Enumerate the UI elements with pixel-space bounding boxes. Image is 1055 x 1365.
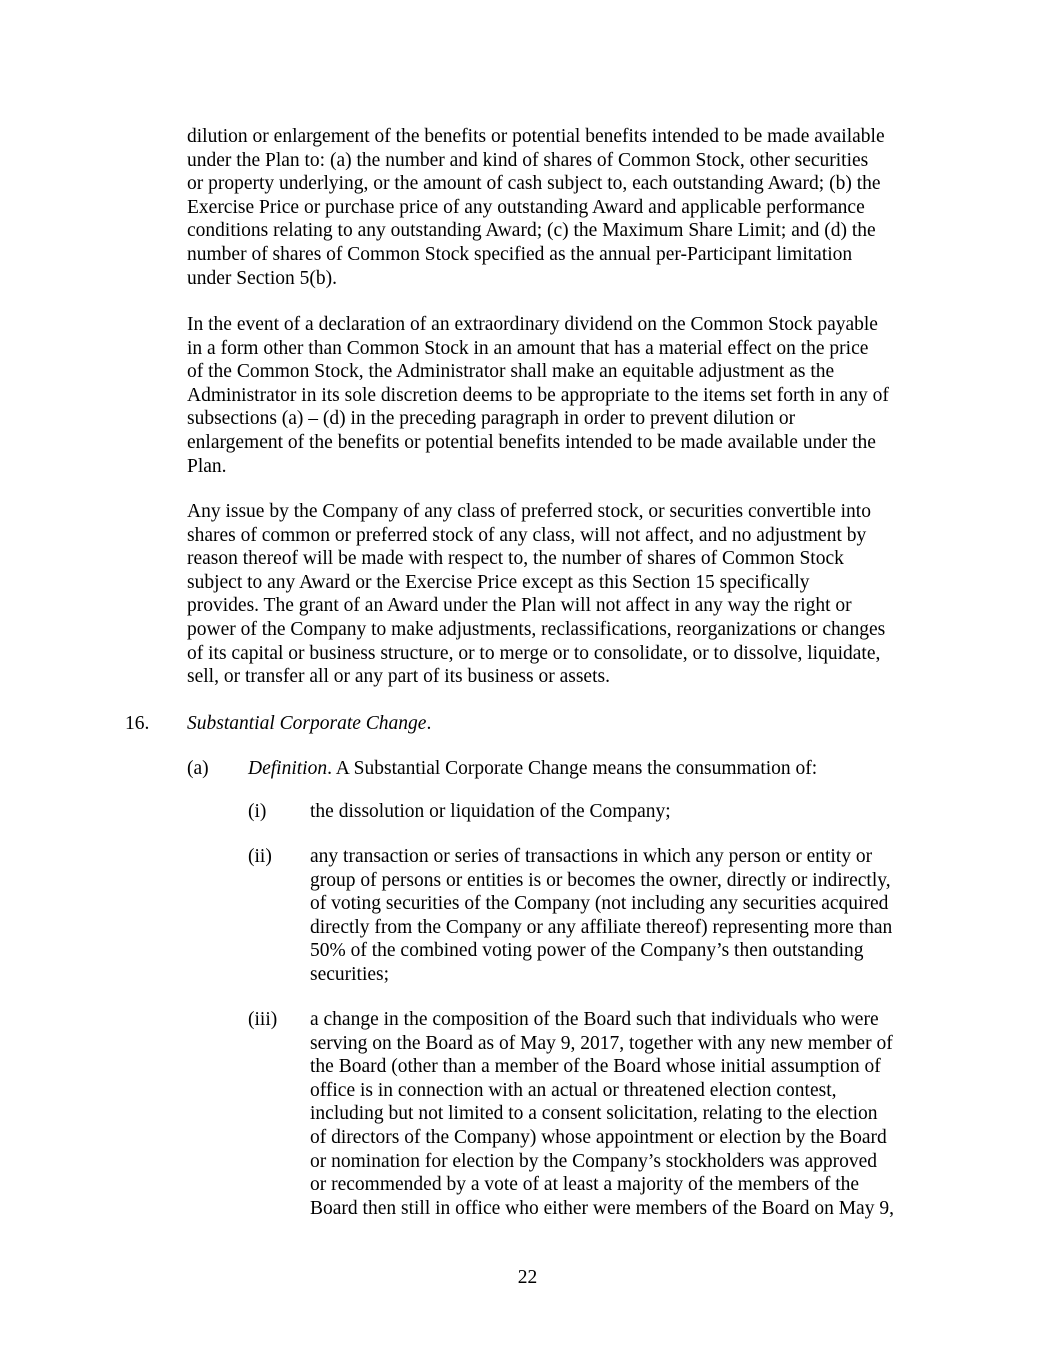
subsection-definition [248, 757, 817, 781]
text-line: 50% of the combined voting power of the Company’s then outstanding [310, 940, 864, 962]
text-line: directly from the Company or any affiliate thereof) representing more than [310, 916, 893, 938]
list-item-dissolution [310, 800, 671, 824]
section-number: 16. [125, 713, 150, 734]
text-line: In the event of a declaration of an extraordinary dividend on the Common Stock payable [187, 314, 878, 335]
text-line: shares of common or preferred stock of any class, will not affect, and no adjustment by [187, 524, 867, 546]
item-label: (i) [248, 801, 267, 822]
subsection-label: (a) [187, 758, 209, 779]
item-label: (ii) [248, 846, 272, 867]
text-line: the dissolution or liquidation of the Company; [310, 801, 671, 822]
text-line: serving on the Board as of May 9, 2017, together with any new member of [310, 1032, 893, 1054]
text-line: group of persons or entities is or becomes the owner, directly or indirectly, [310, 869, 891, 891]
section-title: Substantial Corporate Change [187, 713, 427, 734]
text-line: Board then still in office who either were members of the Board on May 9, [310, 1197, 894, 1219]
text-line: enlargement of the benefits or potential benefits intended to be made available under the [187, 431, 876, 453]
text-line: or property underlying, or the amount of cash subject to, each outstanding Award; (b) the [187, 173, 881, 195]
definition-term: Definition [248, 758, 328, 779]
text-line: Administrator in its sole discretion deems to be appropriate to the items set forth in any of [187, 384, 889, 406]
text-line: the Board (other than a member of the Board whose initial assumption of [310, 1056, 881, 1078]
text-line: Plan. [187, 455, 227, 477]
text-line: under Section 5(b). [187, 267, 338, 289]
text-line: a change in the composition of the Board such that individuals who were [310, 1009, 879, 1030]
text-line: of its capital or business structure, or to merge or to consolidate, or to dissolve, liquidate, [187, 642, 881, 664]
text-line: under the Plan to: (a) the number and kind of shares of Common Stock, other securities [187, 149, 869, 171]
text-line: number of shares of Common Stock specified as the annual per-Participant limitation [187, 243, 853, 265]
text-line: Any issue by the Company of any class of preferred stock, or securities convertible into [187, 501, 871, 522]
text-line: dilution or enlargement of the benefits or potential benefits intended to be made available [187, 126, 885, 147]
paragraph-preferred-stock [187, 500, 885, 689]
text-line: including but not limited to a consent solicitation, relating to the election [310, 1103, 878, 1125]
text-line: office is in connection with an actual or threatened election contest, [310, 1079, 837, 1101]
text-line: in a form other than Common Stock in an amount that has a material effect on the price [187, 337, 869, 359]
section-heading [187, 712, 431, 736]
list-item-ownership [310, 845, 892, 987]
text-line: subject to any Award or the Exercise Price except as this Section 15 specifically [187, 571, 810, 593]
text-line: securities; [310, 963, 390, 985]
text-line: conditions relating to any outstanding Award; (c) the Maximum Share Limit; and (d) the [187, 220, 876, 242]
definition-text: . A Substantial Corporate Change means the consummation of: [327, 758, 818, 779]
text-line: power of the Company to make adjustments, reclassifications, reorganizations or changes [187, 618, 886, 640]
text-line: reason thereof will be made with respect to, the number of shares of Common Stock [187, 548, 844, 570]
text-line: or recommended by a vote of at least a majority of the members of the [310, 1174, 860, 1196]
text-line: Exercise Price or purchase price of any outstanding Award and applicable performance [187, 196, 865, 218]
section-title-period: . [426, 713, 432, 734]
page-number: 22 [517, 1267, 538, 1288]
paragraph-extraordinary-dividend [187, 313, 889, 478]
text-line: or nomination for election by the Company’s stockholders was approved [310, 1150, 878, 1172]
text-line: subsections (a) – (d) in the preceding paragraph in order to prevent dilution or [187, 408, 796, 430]
item-label: (iii) [248, 1009, 278, 1030]
list-item-board-change [310, 1008, 894, 1220]
text-line: of the Common Stock, the Administrator shall make an equitable adjustment as the [187, 361, 835, 383]
text-line: any transaction or series of transactions in which any person or entity or [310, 846, 873, 867]
text-line: sell, or transfer all or any part of its business or assets. [187, 666, 610, 688]
text-line: of voting securities of the Company (not including any securities acquired [310, 893, 889, 915]
paragraph-adjustment-items [187, 125, 885, 290]
text-line: of directors of the Company) whose appointment or election by the Board [310, 1126, 887, 1148]
text-line: provides. The grant of an Award under the Plan will not affect in any way the right or [187, 595, 852, 617]
